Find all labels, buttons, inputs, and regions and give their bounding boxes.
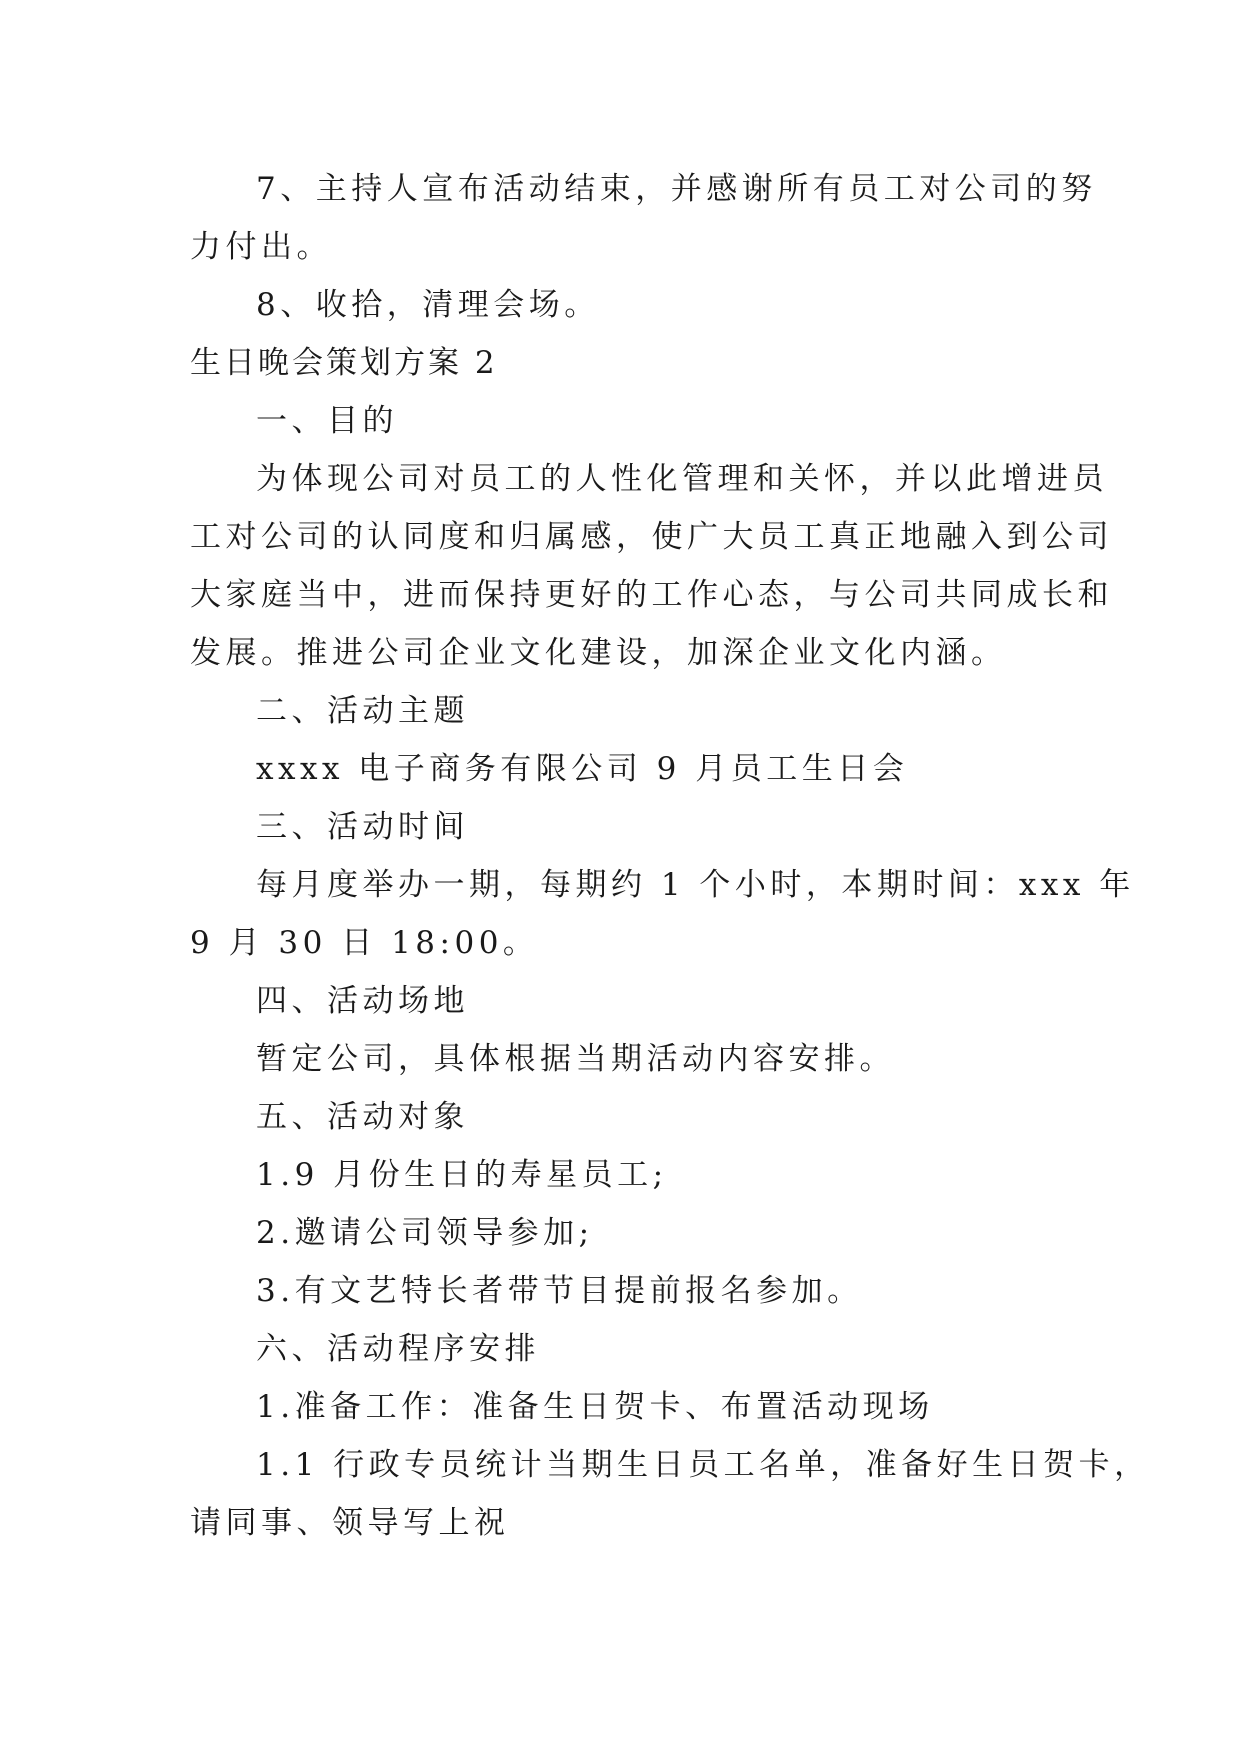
text-line: xxxx 电子商务有限公司 9 月员工生日会	[256, 751, 909, 787]
section-heading: 五、活动对象	[256, 1099, 469, 1135]
section-heading: 六、活动程序安排	[256, 1331, 540, 1367]
section-heading: 三、活动时间	[256, 809, 469, 845]
list-item: 2.邀请公司领导参加;	[256, 1215, 594, 1251]
section-title: 生日晚会策划方案 2	[190, 345, 498, 381]
document-page	[190, 160, 1150, 1552]
list-item: 1.9 月份生日的寿星员工;	[256, 1157, 668, 1193]
text-line: 为体现公司对员工的人性化管理和关怀，并以此增进员	[256, 461, 1108, 497]
text-line: 暂定公司，具体根据当期活动内容安排。	[256, 1041, 895, 1077]
text-line: 请同事、领导写上祝	[190, 1505, 510, 1541]
text-line: 9 月 30 日 18:00。	[190, 925, 539, 961]
text-line: 发展。推进公司企业文化建设，加深企业文化内涵。	[190, 635, 1007, 671]
text-line: 大家庭当中，进而保持更好的工作心态，与公司共同成长和	[190, 577, 1113, 613]
text-line: 工对公司的认同度和归属感，使广大员工真正地融入到公司	[190, 519, 1113, 555]
section-heading: 四、活动场地	[256, 983, 469, 1019]
list-item: 1.准备工作：准备生日贺卡、布置活动现场	[256, 1389, 934, 1425]
text-line: 7、主持人宣布活动结束，并感谢所有员工对公司的努	[256, 171, 1097, 207]
text-line: 力付出。	[190, 229, 332, 265]
text-line: 每月度举办一期，每期约 1 个小时，本期时间：xxx 年	[256, 867, 1135, 903]
list-item: 1.1 行政专员统计当期生日员工名单，准备好生日贺卡，	[256, 1447, 1150, 1483]
section-heading: 二、活动主题	[256, 693, 469, 729]
list-item: 3.有文艺特长者带节目提前报名参加。	[256, 1273, 863, 1309]
section-heading: 一、目的	[256, 403, 398, 439]
text-line: 8、收拾，清理会场。	[256, 287, 600, 323]
